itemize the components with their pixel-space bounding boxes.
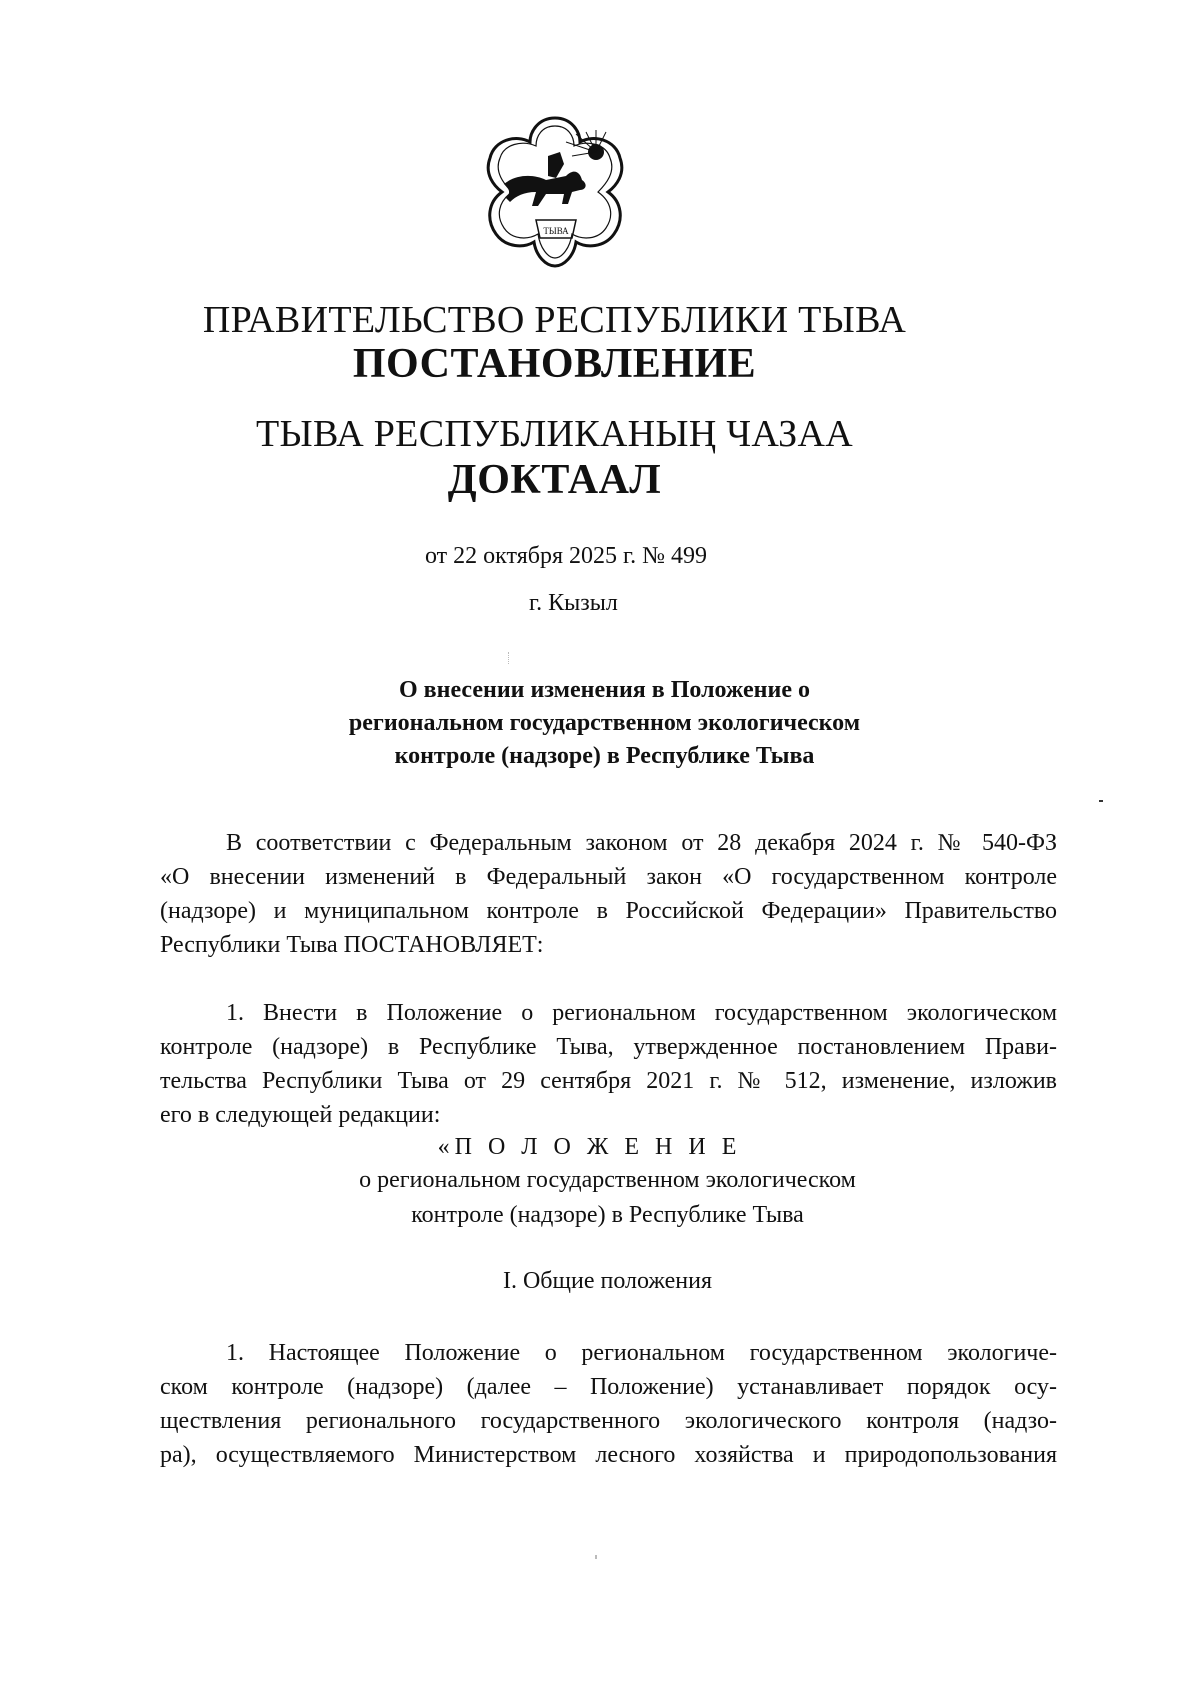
- scan-artifact: [508, 652, 510, 664]
- document-subject: [240, 674, 969, 773]
- position-subtitle: контроле (надзоре) в Республике Тыва: [411, 1202, 804, 1228]
- document-type-tuvan: ДОКТААЛ: [447, 457, 662, 503]
- scan-artifact: [1099, 800, 1103, 802]
- text-line: ществления регионального государственного экологического контроля (надзо-: [160, 1408, 1057, 1434]
- government-title: ПРАВИТЕЛЬСТВО РЕСПУБЛИКИ ТЫВА: [202, 299, 907, 341]
- government-title-tuvan: ТЫВА РЕСПУБЛИКАНЫҢ ЧАЗАА: [256, 413, 853, 455]
- subject-line: контроле (надзоре) в Республике Тыва: [394, 743, 815, 769]
- text-line: Республики Тыва ПОСТАНОВЛЯЕТ:: [160, 932, 544, 958]
- position-subtitle: о региональном государственном экологическом: [359, 1167, 856, 1193]
- position-title: «П О Л О Ж Е Н И Е: [437, 1134, 742, 1160]
- text-line: «О внесении изменений в Федеральный закон «О государственном контроле: [160, 864, 1057, 890]
- text-line: ском контроле (надзоре) (далее – Положение) устанавливает порядок осу-: [160, 1374, 1057, 1400]
- document-type: ПОСТАНОВЛЕНИЕ: [352, 341, 757, 387]
- subject-line: региональном государственном экологическом: [348, 710, 861, 736]
- text-line: 1. Настоящее Положение о региональном государственном экологиче-: [226, 1340, 1057, 1366]
- intro-paragraph: [160, 826, 1057, 962]
- document-city: г. Кызыл: [529, 590, 618, 616]
- text-line: В соответствии с Федеральным законом от 28 декабря 2024 г. № 540-ФЗ: [226, 830, 1057, 856]
- scan-artifact: [595, 1555, 597, 1559]
- text-line: контроле (надзоре) в Республике Тыва, утвержденное постановлением Прави-: [160, 1034, 1057, 1060]
- subject-line: О внесении изменения в Положение о: [399, 677, 810, 703]
- point-1-paragraph: [160, 1336, 1057, 1472]
- tuva-emblem-icon: [476, 112, 634, 270]
- text-line: ра), осуществляемого Министерством лесного хозяйства и природопользования: [160, 1442, 1057, 1468]
- text-line: 1. Внести в Положение о региональном государственном экологическом: [226, 1000, 1057, 1026]
- item-1-paragraph: [160, 996, 1057, 1132]
- document-date-number: от 22 октября 2025 г. № 499: [425, 543, 708, 569]
- section-title: I. Общие положения: [502, 1268, 713, 1294]
- text-line: тельства Республики Тыва от 29 сентября 2021 г. № 512, изменение, изложив: [160, 1068, 1057, 1094]
- text-line: его в следующей редакции:: [160, 1102, 441, 1128]
- text-line: (надзоре) и муниципальном контроле в Российской Федерации» Правительство: [160, 898, 1057, 924]
- svg-text:ТЫВА: ТЫВА: [543, 226, 569, 236]
